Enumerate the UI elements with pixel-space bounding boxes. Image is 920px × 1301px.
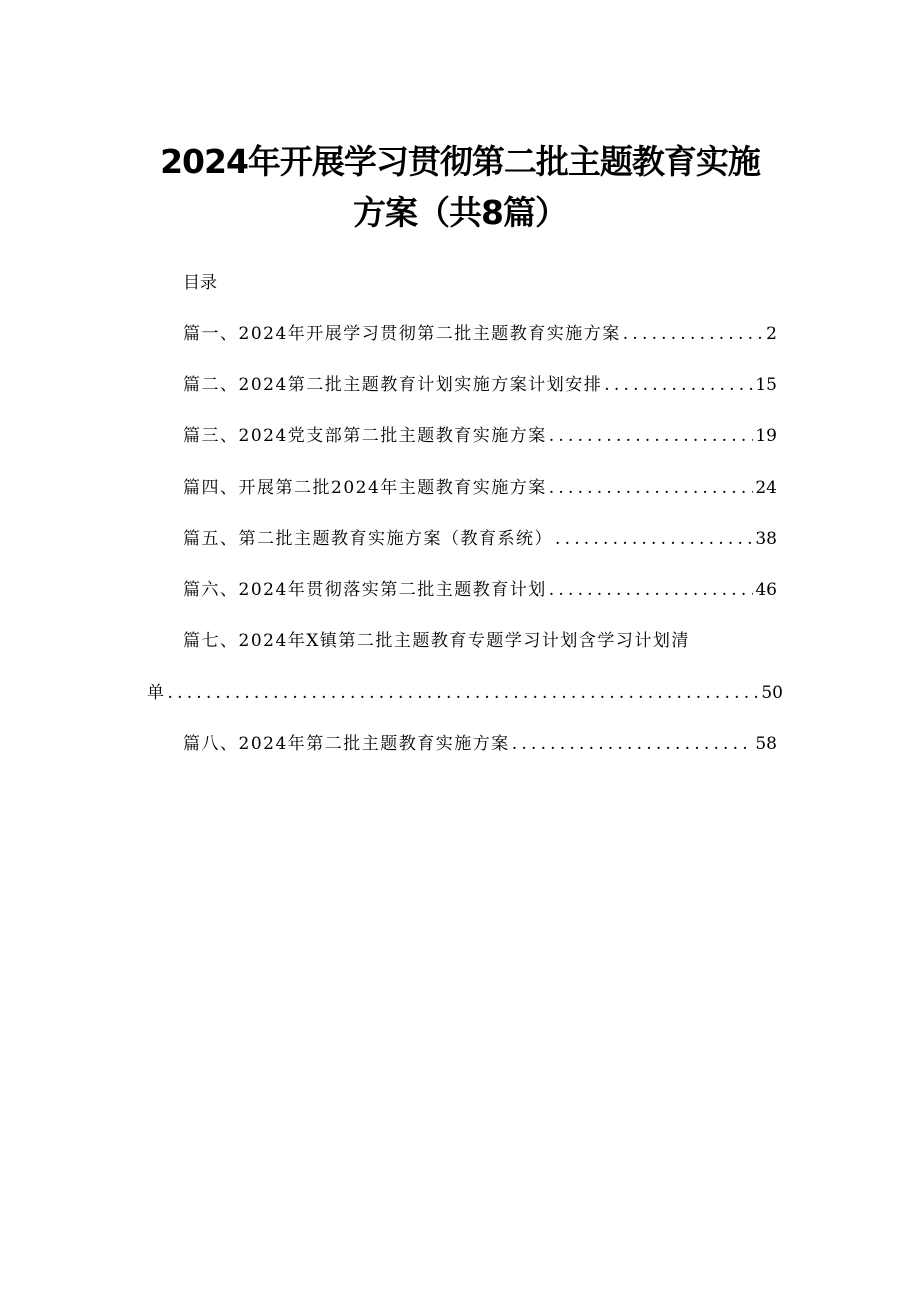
toc-entry-8[interactable] <box>183 731 777 757</box>
toc-entry-3[interactable] <box>183 423 777 449</box>
toc-entry-page: 19 <box>755 426 777 446</box>
toc-entry-page: 50 <box>761 683 783 703</box>
toc-entry-title: 篇六、2024年贯彻落实第二批主题教育计划 <box>183 580 547 600</box>
toc-leader-dots <box>549 577 754 603</box>
toc-leader-dots <box>555 526 753 552</box>
toc-entry-title: 篇一、2024年开展学习贯彻第二批主题教育实施方案 <box>183 324 621 344</box>
toc-entry-page: 38 <box>755 529 777 549</box>
toc-entry-page: 15 <box>755 375 777 395</box>
toc-entry-7-line-1[interactable]: 篇七、2024年X镇第二批主题教育专题学习计划含学习计划清 <box>183 631 690 651</box>
toc-leader-dots <box>623 321 764 347</box>
toc-entry-page: 24 <box>755 478 777 498</box>
document-title-line-1: 2024年开展学习贯彻第二批主题教育实施 <box>160 142 760 181</box>
toc-leader-dots <box>512 731 754 757</box>
toc-entry-2[interactable] <box>183 372 777 398</box>
toc-entry-5[interactable] <box>183 526 777 552</box>
toc-leader-dots <box>168 680 760 706</box>
toc-entry-title: 篇八、2024年第二批主题教育实施方案 <box>183 734 510 754</box>
toc-entry-page: 2 <box>766 324 777 344</box>
toc-entry-1[interactable] <box>183 321 777 347</box>
toc-leader-dots <box>549 423 754 449</box>
toc-entry-title: 篇五、第二批主题教育实施方案（教育系统） <box>183 529 553 549</box>
document-title-line-2: 方案（共8篇） <box>353 193 567 232</box>
toc-entry-title: 篇三、2024党支部第二批主题教育实施方案 <box>183 426 547 446</box>
toc-entry-7-line-2[interactable] <box>147 680 783 706</box>
toc-entry-title: 篇二、2024第二批主题教育计划实施方案计划安排 <box>183 375 603 395</box>
toc-entry-4[interactable] <box>183 475 777 501</box>
toc-entry-page: 58 <box>755 734 777 754</box>
toc-entry-page: 46 <box>755 580 777 600</box>
toc-leader-dots <box>549 475 754 501</box>
toc-heading: 目录 <box>183 273 217 293</box>
toc-leader-dots <box>604 372 753 398</box>
toc-entry-title: 篇四、开展第二批2024年主题教育实施方案 <box>183 478 547 498</box>
toc-entry-6[interactable] <box>183 577 777 603</box>
toc-entry-title: 单 <box>147 683 166 703</box>
